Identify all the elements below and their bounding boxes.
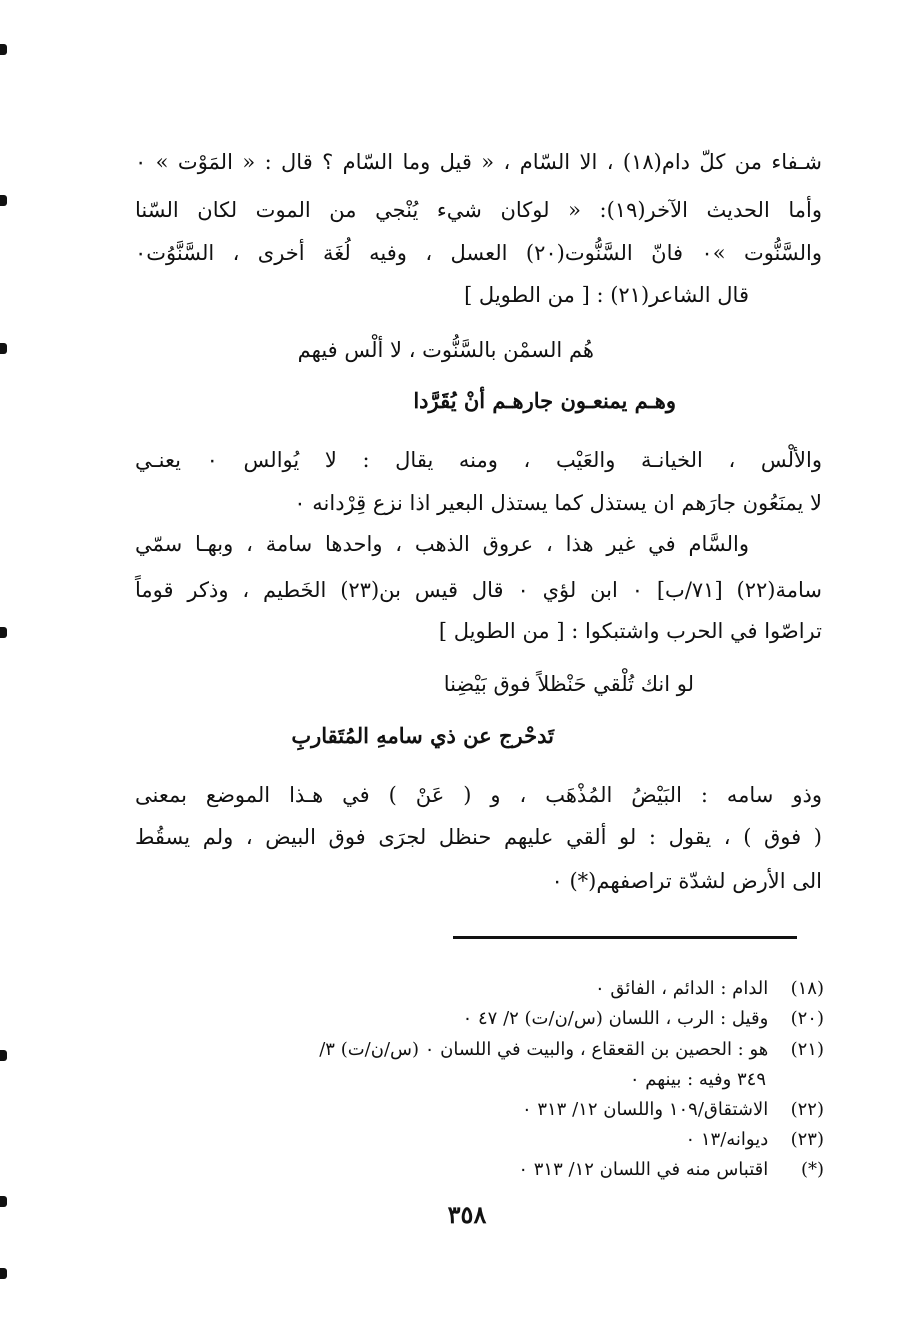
footnote-number: (١٨): [790, 978, 824, 999]
footnote: [319, 1034, 824, 1065]
body-line: والسَّنُّوت »٠ فانّ السَّنُّوت(٢٠) العسل ، وفيه لُغَة أخرى ، السَّنَّوُت٠: [135, 241, 823, 265]
footnote: [595, 973, 824, 1004]
body-line: سامة(٢٢) [٧١/ب] ٠ ابن لؤي ٠ قال قيس بن(٢٣) الخَطيم ، وذكر قوماً: [135, 578, 822, 602]
body-line: لا يمنَعُون جارَهم ان يستذل كما يستذل البعير اذا نزع قِرْدانه ٠: [294, 491, 822, 515]
footnote-number: (٢٠): [790, 1008, 824, 1029]
footnote: [463, 1003, 824, 1034]
verse-line: لو انك تُلْقي حَنْظلاً فوق بَيْضِنا: [443, 672, 694, 696]
body-line: وأما الحديث الآخر(١٩): « لوكان شيء يُنْجي من الموت لكان السّنا: [135, 198, 822, 222]
footnote-number: (*): [800, 1159, 824, 1180]
body-line: وذو سامه : البَيْضُ المُذْهَب ، و ( عَنْ ) في هـذا الموضع بمعنى: [135, 783, 822, 807]
verse-line: هُم السمْن بالسَّنُّوت ، لا ألْس فيهم: [297, 338, 594, 362]
footnote: [685, 1124, 824, 1155]
page-number: ٣٥٨: [447, 1200, 487, 1229]
body-line: قال الشاعر(٢١) : [ من الطويل ]: [464, 283, 749, 307]
body-line: شـفاء من كلّ دام(١٨) ، الا السّام ، « قيل وما السّام ؟ قال : « المَوْت » ٠: [135, 150, 822, 174]
footnote-text: الدام : الدائم ، الفائق ٠: [595, 978, 769, 999]
footnote-divider: [453, 936, 797, 939]
footnote-text: الاشتقاق/١٠٩ واللسان ١٢/ ٣١٣ ٠: [521, 1099, 769, 1120]
verse-line: تَدحْرج عن ذي سامهِ المُتَقاربِ: [291, 723, 554, 748]
footnote: [518, 1154, 824, 1185]
footnote-text: اقتباس منه في اللسان ١٢/ ٣١٣ ٠: [518, 1159, 769, 1180]
footnote: [522, 1094, 824, 1125]
footnote-text: هو : الحصين بن القعقاع ، والبيت في اللسان ٠ (س/ن/ت) ٣/: [319, 1039, 769, 1060]
body-line: تراصّوا في الحرب واشتبكوا : [ من الطويل ]: [438, 619, 822, 643]
body-line: والسَّام في غير هذا ، عروق الذهب ، واحدها سامة ، وبهـا سمّي: [135, 532, 749, 556]
footnote-text: وقيل : الرب ، اللسان (س/ن/ت) ٢/ ٤٧ ٠: [462, 1008, 769, 1029]
body-line: ( فوق ) ، يقول : لو ألقي عليهم حنظل لجرَى فوق البيض ، ولم يسقُط: [135, 825, 822, 849]
body-line: الى الأرض لشدّة تراصفهم(*) ٠: [551, 869, 822, 893]
verse-line: وهـم يمنعـون جارهـم أنْ يُقَرَّدا: [413, 388, 676, 413]
body-line: والألْس ، الخيانـة والعَيْب ، ومنه يقال : لا يُوالس ٠ يعنـي: [135, 448, 822, 472]
footnote-number: (٢٢): [790, 1099, 824, 1120]
footnote-number: (٢٣): [790, 1129, 824, 1150]
footnote-number: (٢١): [790, 1039, 824, 1060]
footnote-text: ديوانه/١٣ ٠: [685, 1129, 769, 1150]
footnote-continuation: ٣٤٩ وفيه : بينهم ٠: [629, 1069, 766, 1090]
